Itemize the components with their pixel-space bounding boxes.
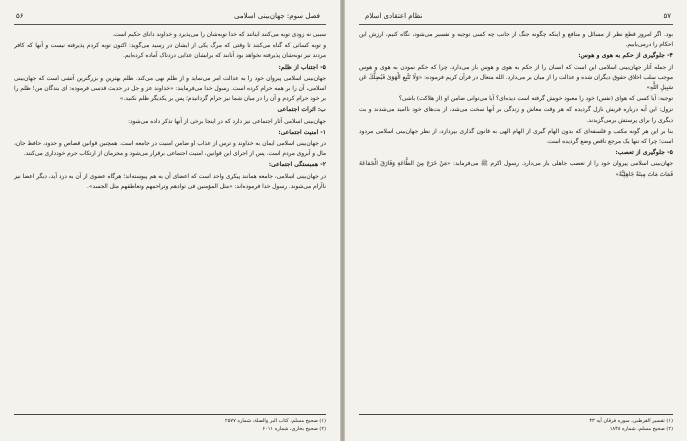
paragraph: توجیه: آیا کسی که هوای (نفس) خود را معبود خویش گرفته است دیده‌ای؟ آیا می‌توانی ضامن او (از هلاکت) باشی؟ xyxy=(398,96,673,103)
paragraph: سببی نه زودی توبه می‌کنند اینانند که خدا توبه‌شان را می‌پذیرد و خداوند دانای حکیم است. xyxy=(112,32,326,38)
left-page xyxy=(0,0,340,441)
left-page-footnotes xyxy=(14,414,326,433)
paragraph: بود. اگر امروز قطع نظر از مسائل و منافع و اینکه چگونه جنگ از جانب چه کسی توجیه و تفسیر می‌شود، نگاه کنیم، ارزش این احکام را درمی‌یابیم. xyxy=(359,32,673,49)
paragraph: و توبه کسانی که گناه می‌کنند تا وقتی که مرگ یکی از ایشان در رسید می‌گوید: اکنون توبه کردم پذیرفته نیست و آنها که کافر مردند نیز توبه‌شان پذیرفته نخواهد بود آنانند که برایشان عذابی دردناک آماده کرده‌ایم. xyxy=(14,43,326,60)
paragraph: جهان‌بینی اسلامی پیروان خود را از تعصب جاهلی باز می‌دارد. رسول اکرم ﷺ می‌فرماید: «مَنْ خَرَجَ مِنَ الطَّاعَةِ وَفَارَقَ الْجَمَاعَةَ فَمَاتَ مَاتَ مِيتَةً جَاهِلِيَّةً» xyxy=(359,161,673,178)
paragraph: در جهان‌بینی اسلامی ایمان به خداوند و ترس از عذاب او ضامن امنیت در جامعه است. همچنین قوانین قصاص و حدود، حافظ جان، مال و آبروی مردم است. پس از اجرای این قوانین، امنیت اجتماعی برقرار می‌شود و مجرمان از ارتکاب جرم خودداری می‌کنند. xyxy=(14,141,326,158)
right-page-header xyxy=(359,10,673,25)
footnote: (۱) تفسیر القرطبی، سوره فرقان آیه ۴۳ xyxy=(589,418,673,424)
left-page-header xyxy=(14,10,326,25)
section-heading: ۵- جلوگیری از تعصب: xyxy=(615,149,673,157)
section-heading: ۵- اجتناب از ظلم: xyxy=(278,63,326,71)
left-page-body xyxy=(14,30,326,423)
section-heading: ب: اثرات اجتماعی xyxy=(277,106,326,114)
subsection-heading: ۱- امنیت اجتماعی: xyxy=(278,128,326,136)
left-page-header-title: فصل سوم: جهان‌بینی اسلامی xyxy=(234,12,320,20)
right-page-body xyxy=(359,30,673,423)
paragraph: نزول: این آیه درباره قریش نازل گردیده که هر وقت معاش و زندگی بر آنها سخت می‌شد، از بت‌های خود ناامید می‌شدند و بت دیگری را برای پرستش برمی‌گزیدند. xyxy=(359,107,673,124)
right-page-footnotes xyxy=(359,414,673,433)
paragraph: از جمله آثار جهان‌بینی اسلامی این است که انسان را از حکم به هوی و هوس باز می‌دارد، چرا که حکم نمودن به هوی و هوس موجب سلب اخلاق حقوق دیگران شده و عدالت را از میان بر می‌دارد. الله متعال در قرآن کریم فرموده: «وَلَا تَتَّبِعِ الْهَوَىٰ فَيُضِلَّكَ عَن سَبِيلِ اللَّهِ» xyxy=(359,64,673,92)
footnote: (۲) صحیح بخاری، شماره ۶۰۱۱ xyxy=(262,426,326,432)
right-page-number: ۵۷ xyxy=(663,12,671,20)
right-page-header-title: نظام اعتقادی اسلام xyxy=(365,12,423,20)
section-heading: ۴- جلوگیری از حکم به هوی و هوس: xyxy=(578,52,673,60)
paragraph: بنا بر این هر گونه مکتب و فلسفه‌ای که بدون الهام گیری از الهام الهی به قانون گذاری بپردازد، از نظر جهان‌بینی اسلامی مردود است؛ چرا که تنها یک مرجع ناقص وضع گردیده است. xyxy=(359,128,673,146)
paragraph: جهان‌بینی اسلامی پیروان خود را به عدالت امر می‌نماید و از ظلم نهی می‌کند. ظلم بهترین و بزرگترین آتشی است که جهان‌بینی اسلامی، آن را بر همه حرام کرده است. رسول خدا می‌فرمایند: «خداوند عز و جل در حدیث قدسی فرموده: ای بندگان من! ظلم را بر خود حرام کردم و آن را در میان شما نیز حرام گردانیدم؛ پس بر یکدیگر ظلم نکنید.» xyxy=(14,75,326,103)
paragraph: در جهان‌بینی اسلامی، جامعه همانند پیکری واحد است که اعضای آن به هم پیوسته‌اند؛ هرگاه عضوی از آن به درد آید، دیگر اعضا نیز ناآرام می‌شوند. رسول خدا فرموده‌اند: «مثل المؤمنین فی توادهم وتراحمهم وتعاطفهم مثل الجسد». xyxy=(14,173,326,190)
footnote: (۱) صحیح مسلم، کتاب البر والصلة، شماره ۲۵۷۷ xyxy=(225,418,326,424)
right-page xyxy=(345,0,687,441)
paragraph: جهان‌بینی اسلامی آثار اجتماعی نیز دارد که در اینجا برخی از آنها تذکر داده می‌شود: xyxy=(128,118,326,125)
subsection-heading: ۲- همبستگی اجتماعی: xyxy=(268,161,326,169)
left-page-number: ۵۶ xyxy=(16,12,24,20)
footnote: (۲) صحیح مسلم، شماره ۱۸۴۸ xyxy=(609,426,673,432)
